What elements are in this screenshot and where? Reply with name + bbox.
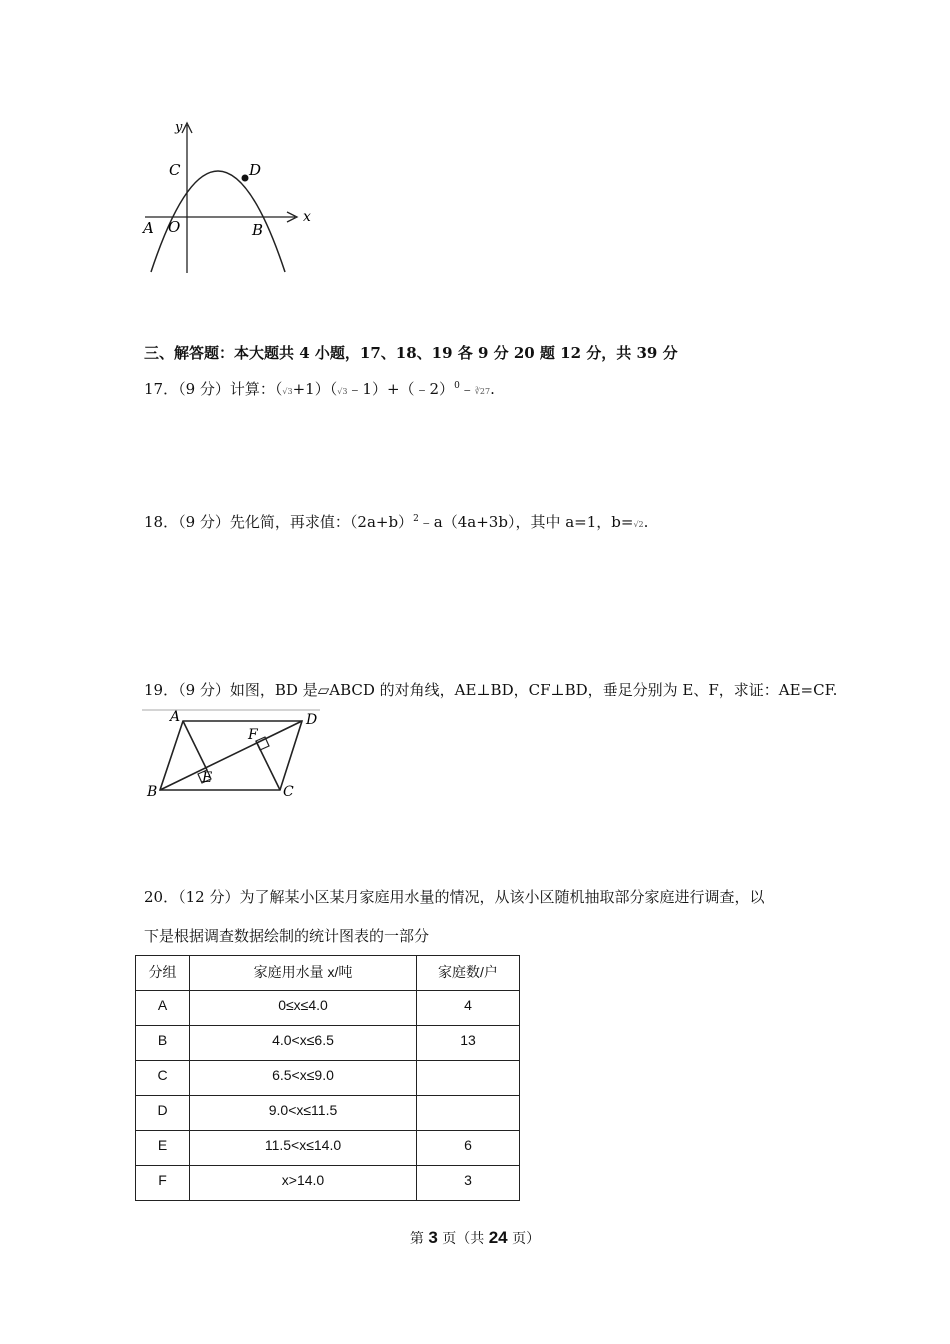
table-row [136,991,520,1026]
q17-exponent: 0 [454,381,460,391]
cell-usage: x>14.0 [190,1166,417,1201]
question-17 [144,378,495,399]
q17-sqrt-a: √3 [282,387,293,396]
cell-households: 4 [417,991,520,1026]
label-c: C [169,161,181,179]
table-row [136,1166,520,1201]
cell-group: A [136,991,190,1026]
question-19: 19．（9 分）如图，BD 是▱ABCD 的对角线，AE⊥BD，CF⊥BD，垂足分别为 E、F，求证：AE=CF. [144,681,838,699]
table-header-row [136,956,520,991]
label-c: C [283,784,294,800]
diagonal-bd [160,721,302,790]
cell-households: 3 [417,1166,520,1201]
q18-prefix: 18．（9 分）先化简，再求值：（2a+b） [144,513,414,531]
label-b: B [252,221,264,239]
label-f: F [248,727,258,743]
cell-usage: 4.0<x≤6.5 [190,1026,417,1061]
footer-total-pages: 24 [488,1228,508,1247]
parabola-figure [135,115,325,280]
q17-end: . [490,380,495,398]
label-x: x [303,209,311,225]
header-usage: 家庭用水量 x/吨 [190,956,417,991]
header-group: 分组 [136,956,190,991]
cell-group: C [136,1061,190,1096]
cell-usage: 0≤x≤4.0 [190,991,417,1026]
label-d: D [249,161,262,179]
footer-pre: 第 [409,1231,429,1247]
q17-sqrt-b: √3 [337,387,348,396]
cell-group: E [136,1131,190,1166]
question-18 [144,511,648,532]
q18-mid: ﹣a（4a+3b），其中 a=1，b= [418,513,634,531]
section-heading: 三、解答题：本大题共 4 小题，17、18、19 各 9 分 20 题 12 分，共 39 分 [144,344,678,362]
q17-cbrt: ∛27 [474,387,491,396]
q17-mid3: ﹣ [459,380,475,398]
footer-post: 页） [507,1231,541,1247]
table-row [136,1061,520,1096]
footer-mid: 页（共 [437,1231,489,1247]
question-20-line2: 下是根据调查数据绘制的统计图表的一部分 [144,927,430,945]
cell-households: 13 [417,1026,520,1061]
label-b: B [147,784,158,800]
table-row [136,1026,520,1061]
label-a: A [170,709,181,725]
label-y: y [175,120,183,135]
cell-usage: 6.5<x≤9.0 [190,1061,417,1096]
cell-group: D [136,1096,190,1131]
q18-end: . [643,513,649,531]
cell-households: 6 [417,1131,520,1166]
water-usage-table [135,955,520,1201]
header-households: 家庭数/户 [417,956,520,991]
parallelogram-figure [140,706,330,802]
label-e: E [202,770,213,786]
q17-mid1: +1）（ [292,380,338,398]
cell-usage: 9.0<x≤11.5 [190,1096,417,1131]
table-row [136,1131,520,1166]
q17-prefix: 17．（9 分）计算：（ [144,380,283,398]
page-footer [0,1228,950,1248]
table-row [136,1096,520,1131]
footer-page-number: 3 [428,1228,438,1247]
q18-exponent: 2 [413,514,419,524]
cell-usage: 11.5<x≤14.0 [190,1131,417,1166]
cell-households [417,1061,520,1096]
segment-ae [183,721,207,770]
label-d: D [306,712,318,728]
point-d [242,175,249,182]
cell-households [417,1096,520,1131]
label-a: A [143,219,154,237]
q17-mid2: ﹣1）+（﹣2） [347,380,455,398]
cell-group: F [136,1166,190,1201]
cell-group: B [136,1026,190,1061]
question-20-line1: 20．（12 分）为了解某小区某月家庭用水量的情况，从该小区随机抽取部分家庭进行调查，以 [144,888,765,906]
label-o: O [168,218,181,236]
q18-sqrt-b: √2 [633,520,644,529]
